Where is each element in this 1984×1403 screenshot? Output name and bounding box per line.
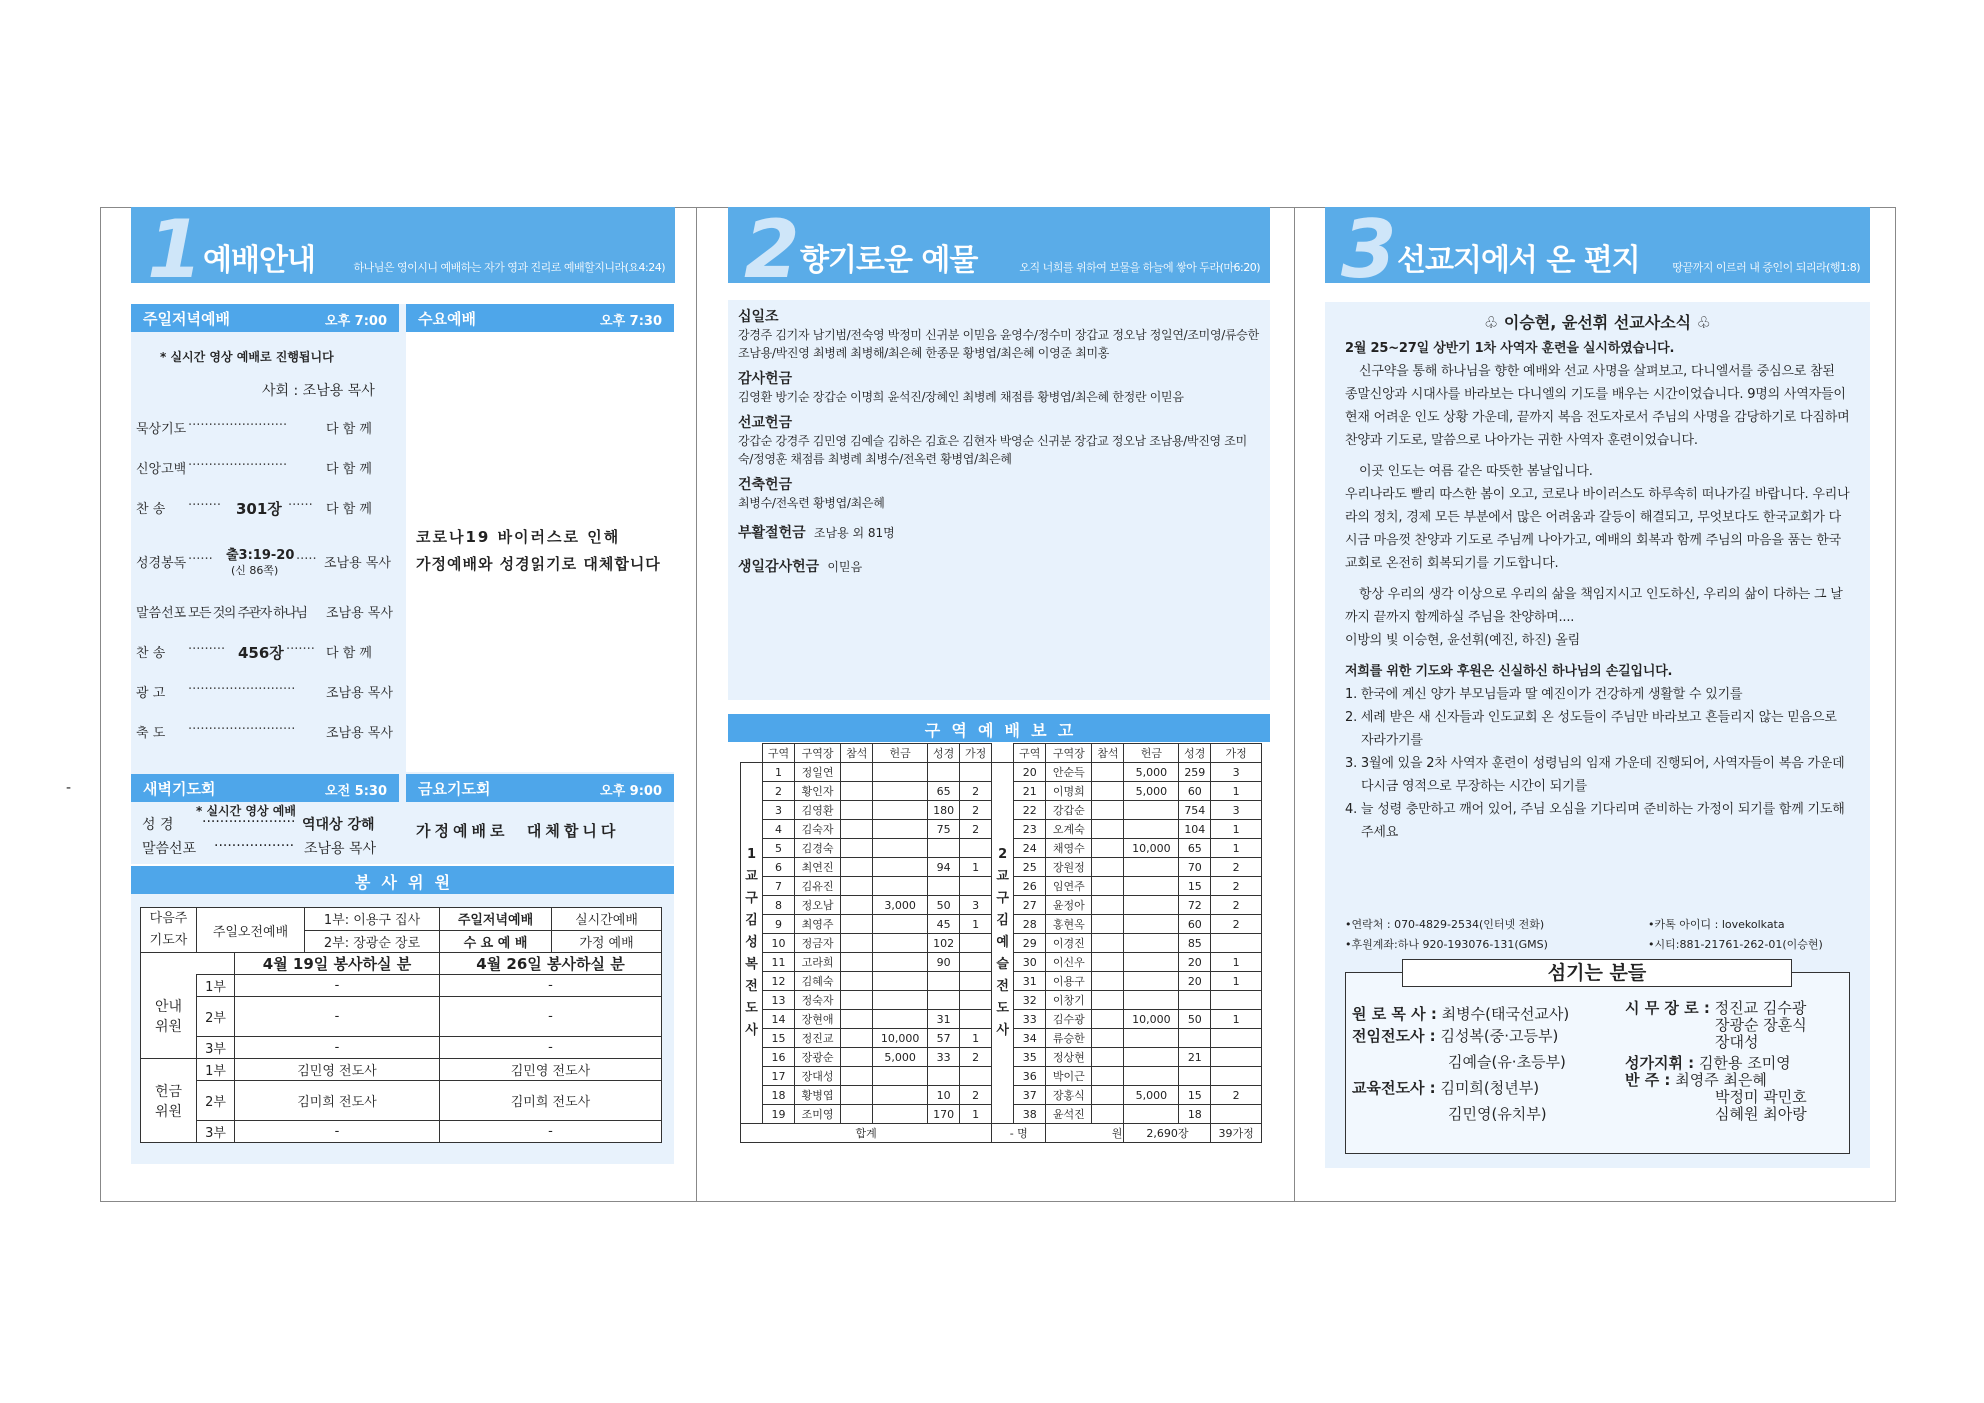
section-verse: 오직 너희를 위하여 보물을 하늘에 쌓아 두라(마6:20) <box>1019 261 1260 274</box>
table-row: 17 장대성 36 박이근 <box>741 1067 1262 1086</box>
table-row: 18 황병엽 10 2 37 장홍식 5,000 15 2 <box>741 1086 1262 1105</box>
letter-signature: 이방의 빛 이승현, 윤선휘(예진, 하진) 올림 <box>1345 633 1580 648</box>
staff-left: 원 로 목 사 : 최병수(태국선교사) 전임전도사 : 김성복(중·고등부) 김예슬(유·초등부) 교육전도사 : 김미희(청년부) 김민영(유치부) <box>1352 1005 1570 1123</box>
margin-mark: - <box>66 780 72 796</box>
prayer-item: 1. 한국에 계신 양가 부모님들과 딸 예진이가 건강하게 생활할 수 있기를 <box>1345 687 1743 702</box>
bar-time: 오후 7:30 <box>600 314 662 329</box>
staff-title: 섬기는 분들 <box>1402 959 1792 987</box>
section-title: 향기로운 예물 <box>800 243 978 278</box>
bar-title: 금요기도회 <box>418 780 491 798</box>
section-title: 선교지에서 온 편지 <box>1397 243 1640 278</box>
letter-paragraph: 항상 우리의 생각 이상으로 우리의 삶을 책임지시고 인도하신, 우리의 삶이 다하는 그 날까지 끝까지 함께하실 주님을 찬양하며.... <box>1345 587 1843 625</box>
gift-group: 십일조 강경주 김기자 남기범/전숙영 박정미 신귀분 이믿음 윤영수/정수미 장갑교 정오남 정일연/조미영/류승한 조남용/박진영 최병례 최병해/최은혜 한종문 황병엽/최은혜 이영준 최미홍 <box>738 309 1259 360</box>
table-row: 13 정숙자 32 이창기 <box>741 991 1262 1010</box>
prayer-item: 2. 세례 받은 새 신자들과 인도교회 온 성도들이 주님만 바라보고 흔들리지 않는 믿음으로 자라가기를 <box>1345 710 1837 748</box>
report-title: 구 역 예 배 보 고 <box>924 721 1074 740</box>
section-title: 예배안내 <box>203 243 315 278</box>
table-row: 19 조미영 170 1 38 윤석진 18 <box>741 1105 1262 1124</box>
report-header-row: 구역 구역장 참석 헌금 성경 가정 구역 구역장 참석 헌금 성경 가정 <box>741 744 1262 763</box>
bar-time: 오후 9:00 <box>600 784 662 799</box>
table-row: 8 정오남 3,000 50 3 27 윤정아 72 2 <box>741 896 1262 915</box>
committee-title: 봉 사 위 원 <box>354 873 451 892</box>
table-row: 9 최영주 45 1 28 홍현옥 60 2 <box>741 915 1262 934</box>
contact-phone: •연락처 : 070-4829-2534(인터넷 전화) <box>1345 918 1545 931</box>
table-row: 12 김혜숙 31 이용구 20 1 <box>741 972 1262 991</box>
live-stream-note: * 실시간 영상 예배로 진행됩니다 <box>160 350 334 364</box>
letter-lead: 2월 25~27일 상반기 1차 사역자 훈련을 실시하였습니다. <box>1345 341 1675 356</box>
wednesday-notice-line: 코로나19 바이러스로 인해 <box>416 528 621 546</box>
offering-panel <box>728 300 1270 700</box>
live-stream-note: * 실시간 영상 예배 <box>196 804 296 818</box>
bar-title: 주일저녁예배 <box>143 310 230 328</box>
letter-paragraph: 신구약을 통해 하나님을 향한 예배와 선교 사명을 살펴보고, 다니엘서를 중심으로 참된 종말신앙과 시대사를 바라보는 다니엘의 기도를 배우는 시간이었습니다. 9명의 사역자들이 현재 어려운 인도 상황 가운데, 끝까지 복음 전도자로서 주님의 사명을 감당하기로 다짐하며 찬양과 기도로, 말씀으로 나아가는 귀한 사역자 훈련이었습니다. <box>1345 364 1850 448</box>
prayer-title: 저희를 위한 기도와 후원은 신실하신 하나님의 손길입니다. <box>1345 664 1673 679</box>
friday-notice: 가정예배로 대체합니다 <box>416 822 620 840</box>
gift-group: 부활절헌금 조남용 외 81명 <box>738 525 895 541</box>
district-report-table <box>740 743 1262 1143</box>
letter-heading: ♧ 이승현, 윤선휘 선교사소식 ♧ <box>1483 313 1712 332</box>
section-number: 1 <box>147 203 203 296</box>
dawn-prayer-bar <box>131 774 399 802</box>
bar-time: 오전 5:30 <box>325 784 387 799</box>
table-row: 14 장현애 31 33 김수광 10,000 50 1 <box>741 1010 1262 1029</box>
table-row: 4 김숙자 75 2 23 오계숙 104 1 <box>741 820 1262 839</box>
table-row: 1 교 구 김 성 복 전 도 사 1 정일연 2 교 구 김 예 슬 전 도 사 20 안순득 5,000 259 3 <box>741 763 1262 782</box>
wednesday-notice-line: 가정예배와 성경읽기로 대체합니다 <box>416 555 661 573</box>
table-row: 11 고라희 90 30 이신우 20 1 <box>741 953 1262 972</box>
gift-group: 감사헌금 김영환 방기순 장갑순 이명희 윤석진/장혜인 최병례 채점름 황병엽/최은혜 한정란 이믿음 <box>738 371 1184 404</box>
contact-kakao: •카톡 아이디 : lovekolkata <box>1648 918 1785 931</box>
wednesday-body <box>406 332 674 772</box>
committee-table: 다음주 기도자 주일오전예배 1부: 이용구 집사 주일저녁예배 실시간예배 2부: 장광순 장로 수 요 예 배 가정 예배 4월 19일 봉사하실 분 4월 26일 봉사하실 분 안내 위원 1부 - - 2부 - - 3부 - - 헌금 위원 1부 김민영 전도사 김민영 전도사 2부 김미희 전도사 김미희 전도사 3부 - - <box>140 907 662 1143</box>
contact-citi: •시티:881-21761-262-01(이승현) <box>1648 938 1823 951</box>
section-number: 3 <box>1341 203 1397 296</box>
committee-bar <box>131 866 674 894</box>
host-line: 사회 : 조남용 목사 <box>262 383 375 399</box>
bar-title: 수요예배 <box>418 310 476 328</box>
gift-group: 건축헌금 최병수/전옥련 황병엽/최은혜 <box>738 477 885 510</box>
table-row: 16 장광순 5,000 33 2 35 정상현 21 <box>741 1048 1262 1067</box>
report-total-row: 합계 - 명 원 2,690장 39가정 <box>741 1124 1262 1143</box>
section-verse: 하나님은 영이시니 예배하는 자가 영과 진리로 예배할지니라(요4:24) <box>353 261 665 274</box>
table-row: 2 황인자 65 2 21 이명희 5,000 60 1 <box>741 782 1262 801</box>
bar-title: 새벽기도회 <box>143 780 216 798</box>
sunday-evening-bar <box>131 304 399 332</box>
friday-prayer-bar <box>406 774 674 802</box>
gift-group: 선교헌금 강갑순 강경주 김민영 김예슬 김하은 김효은 김현자 박영순 신귀분 장갑교 정오남 조남용/박진영 조미숙/정영훈 채점름 최병례 최병수/전옥련 황병엽/최은혜 <box>738 415 1247 466</box>
section-verse: 땅끝까지 이르러 내 증인이 되리라(행1:8) <box>1672 261 1860 274</box>
table-row: 15 정진교 10,000 57 1 34 류승한 <box>741 1029 1262 1048</box>
table-row: 10 정금자 102 29 이경진 85 <box>741 934 1262 953</box>
page-divider <box>1294 207 1295 1202</box>
wednesday-bar <box>406 304 674 332</box>
letter-paragraph: 이곳 인도는 여름 같은 따뜻한 봄날입니다. <box>1359 464 1593 479</box>
table-row: 5 김경숙 24 채영수 10,000 65 1 <box>741 839 1262 858</box>
prayer-item: 3. 3월에 있을 2차 사역자 훈련이 성령님의 임재 가운데 진행되어, 사역자들이 복음 가운데 다시금 영적으로 무장하는 시간이 되기를 <box>1345 756 1845 794</box>
prayer-item: 4. 늘 성령 충만하고 깨어 있어, 주님 오심을 기다리며 준비하는 가정이 되기를 함께 기도해주세요 <box>1345 802 1845 840</box>
contact-account: •후원계좌:하나 920-193076-131(GMS) <box>1345 938 1548 951</box>
staff-right: 시 무 장 로 : 정진교 김수광 장광순 장훈식 장대성 성가지휘 : 김한용 조미영 반 주 : 최영주 최은혜 박정미 곽민호 심혜원 최아랑 <box>1625 999 1807 1123</box>
page-divider <box>696 207 697 1202</box>
section-header-worship <box>131 203 675 296</box>
bar-time: 오후 7:00 <box>325 314 387 329</box>
table-row: 6 최연진 94 1 25 장원정 70 2 <box>741 858 1262 877</box>
section-header-mission <box>1325 203 1870 296</box>
section-number: 2 <box>744 203 800 296</box>
report-bar <box>728 714 1270 742</box>
table-row: 7 김유진 26 임연주 15 2 <box>741 877 1262 896</box>
letter-paragraph: 우리나라도 빨리 따스한 봄이 오고, 코로나 바이러스도 하루속히 떠나가길 바랍니다. 우리나라의 정치, 경제 모든 부분에서 많은 어려움과 갈등이 해결되고, 무엇보다도 한국교회가 다시금 마음껏 찬양과 기도로 주님께 나아가고, 예배의 회복과 함께 주님의 마음을 품는 한국교회로 온전히 회복되기를 기도합니다. <box>1345 487 1850 571</box>
section-header-offering <box>728 203 1270 296</box>
table-row: 3 김영환 180 2 22 강갑순 754 3 <box>741 801 1262 820</box>
gift-group: 생일감사헌금 이믿음 <box>738 559 863 575</box>
